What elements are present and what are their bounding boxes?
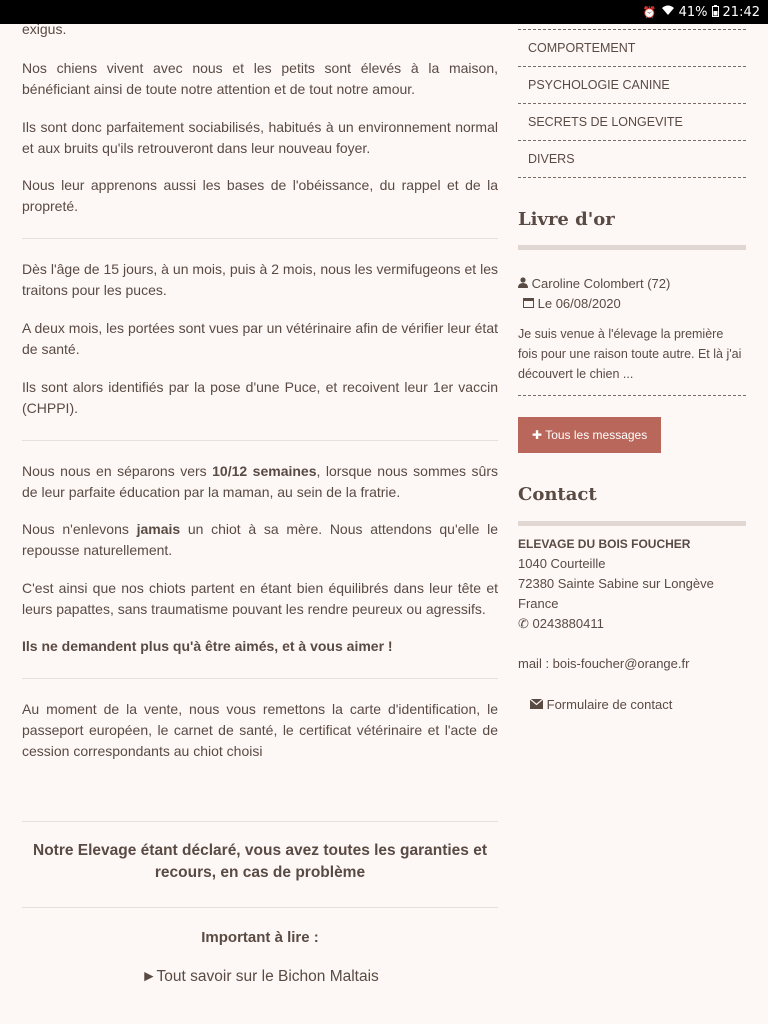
clock: 21:42 <box>722 4 760 20</box>
guestbook-title: Livre d'or <box>518 209 615 230</box>
paragraph: Ils sont alors identifiés par la pose d'une Puce, et recoivent leur 1er vaccin (CHPPI). <box>22 379 498 416</box>
contact-address1: 1040 Courteille <box>518 556 606 571</box>
important-heading: Important à lire : <box>201 929 319 946</box>
divider <box>22 821 498 822</box>
contact-phone[interactable]: ✆ 0243880411 <box>518 616 604 631</box>
sidebar-item-divers[interactable]: DIVERS <box>518 141 746 178</box>
sidebar-item-prev[interactable] <box>518 4 746 30</box>
paragraph: Ils sont donc parfaitement sociabilisés, habitués à un environnement normal et aux bruits qu'ils retrouveront dans leur nouveau foyer. <box>22 119 498 156</box>
envelope-icon <box>530 697 547 712</box>
divider <box>518 395 746 396</box>
battery-percent: 41% <box>678 4 708 20</box>
sidebar-item-psychologie[interactable]: PSYCHOLOGIE CANINE <box>518 67 746 104</box>
paragraph-bold: Ils ne demandent plus qu'à être aimés, et à vous aimer ! <box>22 638 393 654</box>
declared-notice: Notre Elevage étant déclaré, vous avez toutes les garanties et recours, en cas de problème <box>33 842 487 881</box>
all-messages-button[interactable]: ✚ Tous les messages <box>518 417 661 453</box>
contact-country: France <box>518 596 559 611</box>
guestbook-excerpt: Je suis venue à l'élevage la première fois pour une raison toute autre. Et là j'ai découvert le chien ... <box>518 327 742 381</box>
divider <box>22 238 498 239</box>
phone-icon: ✆ <box>518 616 529 631</box>
contact-name: ELEVAGE DU BOIS FOUCHER <box>518 537 691 551</box>
paragraph: Nous nous en séparons vers 10/12 semaines, lorsque nous sommes sûrs de leur parfaite éducation par la maman, au sein de la fratrie. <box>22 463 498 500</box>
alarm-icon: ⏰ <box>642 5 657 19</box>
contact-form-link[interactable]: Formulaire de contact <box>530 695 672 715</box>
contact-mail[interactable]: mail : bois-foucher@orange.fr <box>518 656 690 671</box>
sidebar-item-comportement[interactable]: COMPORTEMENT <box>518 30 746 67</box>
paragraph: Nous n'enlevons jamais un chiot à sa mère. Nous attendons qu'elle le repousse naturellement. <box>22 521 499 558</box>
title-underline <box>518 245 746 250</box>
calendar-icon <box>523 296 538 311</box>
divider <box>22 907 498 908</box>
paragraph: Dès l'âge de 15 jours, à un mois, puis à 2 mois, nous les vermifugeons et les traitons pour les puces. <box>22 261 498 298</box>
paragraph: A deux mois, les portées sont vues par un vétérinaire afin de vérifier leur état de santé. <box>22 320 498 357</box>
title-underline <box>518 521 746 526</box>
user-icon <box>518 276 532 291</box>
contact-title: Contact <box>518 484 597 505</box>
guestbook-author: Caroline Colombert (72) <box>518 274 746 294</box>
guestbook-date: Le 06/08/2020 <box>523 294 621 314</box>
sidebar-item-longevite[interactable]: SECRETS DE LONGEVITE <box>518 104 746 141</box>
contact-address2: 72380 Sainte Sabine sur Longève <box>518 576 714 591</box>
paragraph: C'est ainsi que nos chiots partent en étant bien équilibrés dans leur tête et leurs papattes, sans traumatisme pouvant les rendre peureux ou agressifs. <box>22 580 498 617</box>
paragraph: Au moment de la vente, nous vous remettons la carte d'identification, le passeport européen, le carnet de santé, le certificat vétérinaire et l'acte de cession correspondants au chiot choisi <box>22 701 498 759</box>
paragraph: Nous leur apprenons aussi les bases de l'obéissance, du rappel et de la propreté. <box>22 177 498 214</box>
divider <box>22 678 498 679</box>
bichon-link[interactable]: ►Tout savoir sur le Bichon Maltais <box>141 968 379 985</box>
paragraph: Nos chiens vivent avec nous et les petits sont élevés à la maison, bénéficiant ainsi de toute notre attention et de tout notre amour. <box>22 60 498 97</box>
play-arrow-icon: ► <box>141 968 157 985</box>
text-fragment: exigus. <box>22 21 67 37</box>
divider <box>22 440 498 441</box>
plus-icon: ✚ <box>532 428 543 442</box>
